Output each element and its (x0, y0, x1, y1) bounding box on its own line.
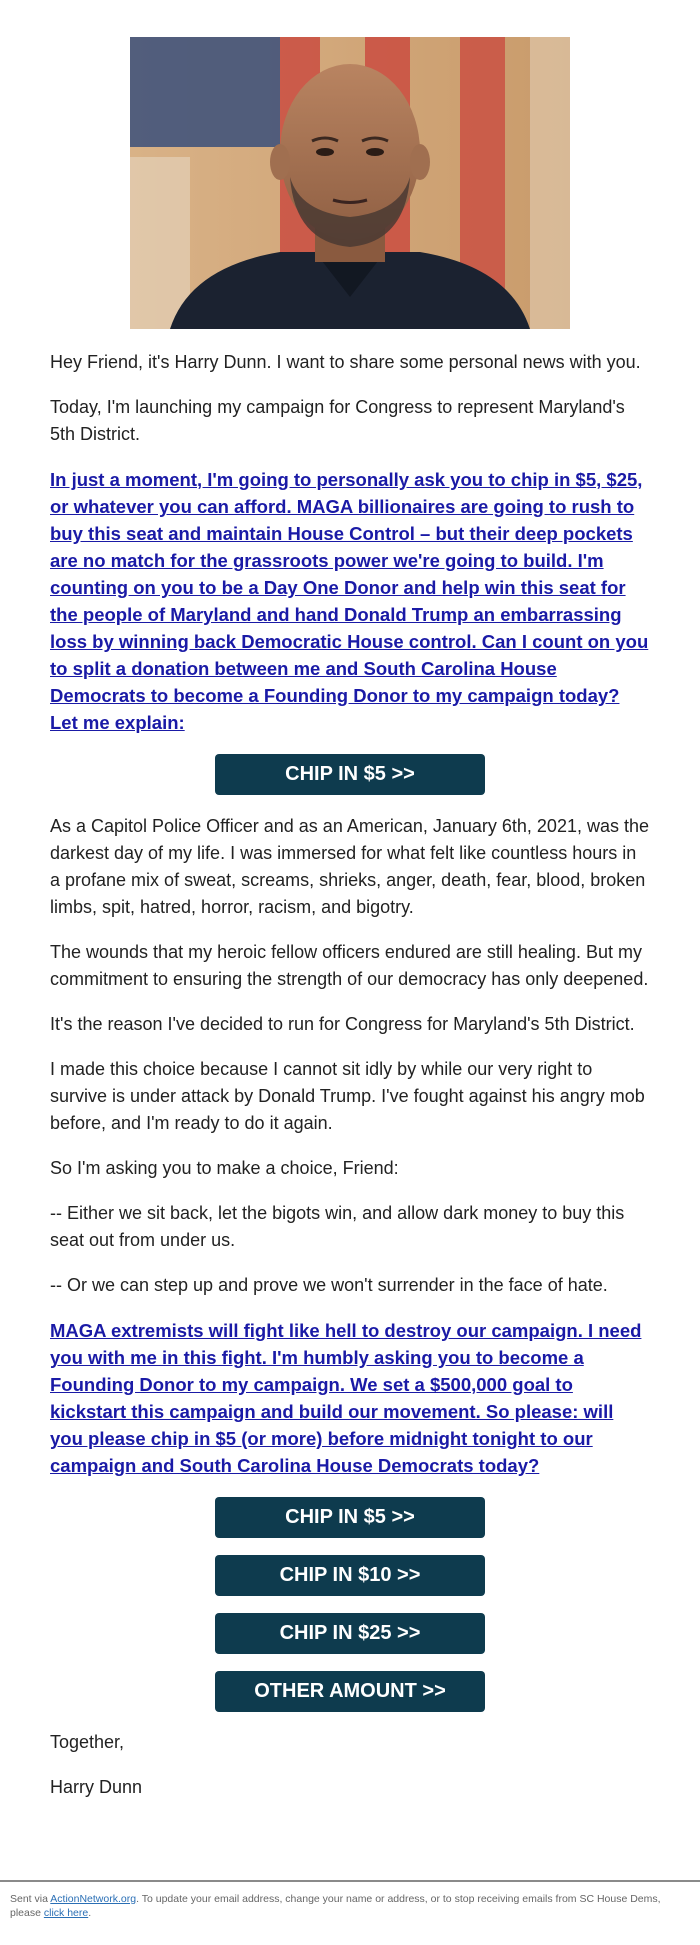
other-amount-button[interactable]: OTHER AMOUNT >> (215, 1671, 485, 1712)
chip-in-5-button[interactable]: CHIP IN $5 >> (215, 1497, 485, 1538)
option-1-paragraph: -- Either we sit back, let the bigots win, and allow dark money to buy this seat out from under us. (50, 1203, 625, 1250)
wounds-paragraph: The wounds that my heroic fellow officers endured are still healing. But my commitment to ensuring the strength of our democracy has only deepened. (50, 942, 649, 989)
footer-end: . (88, 1907, 92, 1919)
donation-ask-link-2[interactable]: MAGA extremists will fight like hell to destroy our campaign. I need you with me in this fight. I'm humbly asking you to become a Founding Donor to my campaign. We set a $500,000 goal to kickstart this campaign and build our movement. So please: will you please chip in $5 (or more) before midnight tonight to our campaign and South Carolina House Democrats today? (50, 1320, 642, 1476)
button-row-top (50, 754, 650, 795)
actionnetwork-link[interactable]: ActionNetwork.org (50, 1893, 137, 1905)
asking-paragraph: So I'm asking you to make a choice, Friend: (50, 1158, 399, 1178)
chip-in-5-button-top[interactable]: CHIP IN $5 >> (215, 754, 485, 795)
chip-in-10-button[interactable]: CHIP IN $10 >> (215, 1555, 485, 1596)
choice-paragraph: I made this choice because I cannot sit idly by while our very right to survive is under attack by Donald Trump. I've fought against his angry mob before, and I'm ready to do it again. (50, 1059, 645, 1133)
unsubscribe-link[interactable]: click here (43, 1907, 89, 1919)
donation-ask-link-1[interactable]: In just a moment, I'm going to personally ask you to chip in $5, $25, or whatever you can afford. MAGA billionaires are going to rush to buy this seat and maintain House Control – but their deep pockets are no match for the grassroots power we're going to build. I'm counting on you to be a Day One Donor and help win this seat for the people of Maryland and hand Donald Trump an embarrassing loss by winning back Democratic House control. Can I count on you to split a donation between me and South Carolina House Democrats to become a Founding Donor to my campaign today? Let me explain: (50, 469, 649, 733)
email-body (0, 37, 700, 1919)
footer-middle-text: . To update your email address, change your name or address, or to stop receiving emails from SC House Dems, please (10, 1893, 661, 1919)
email-footer (0, 1880, 700, 1920)
capitol-paragraph: As a Capitol Police Officer and as an American, January 6th, 2021, was the darkest day of my life. I was immersed for what felt like countless hours in a profane mix of sweat, screams, shrieks, anger, death, fear, blood, broken limbs, spit, hatred, horror, racism, and bigotry. (50, 816, 650, 917)
option-2-paragraph: -- Or we can step up and prove we won't surrender in the face of hate. (50, 1275, 608, 1295)
chip-in-25-button[interactable]: CHIP IN $25 >> (215, 1613, 485, 1654)
donation-buttons (50, 1497, 650, 1712)
candidate-portrait-image (130, 37, 570, 329)
footer-sent-via: Sent via (10, 1893, 51, 1905)
launch-paragraph: Today, I'm launching my campaign for Congress to represent Maryland's 5th District. (50, 397, 625, 444)
reason-paragraph: It's the reason I've decided to run for Congress for Maryland's 5th District. (50, 1014, 635, 1034)
hero-photo (130, 37, 570, 329)
signature-name: Harry Dunn (50, 1777, 143, 1797)
closing-text: Together, (50, 1732, 125, 1752)
greeting-paragraph: Hey Friend, it's Harry Dunn. I want to share some personal news with you. (50, 352, 641, 372)
